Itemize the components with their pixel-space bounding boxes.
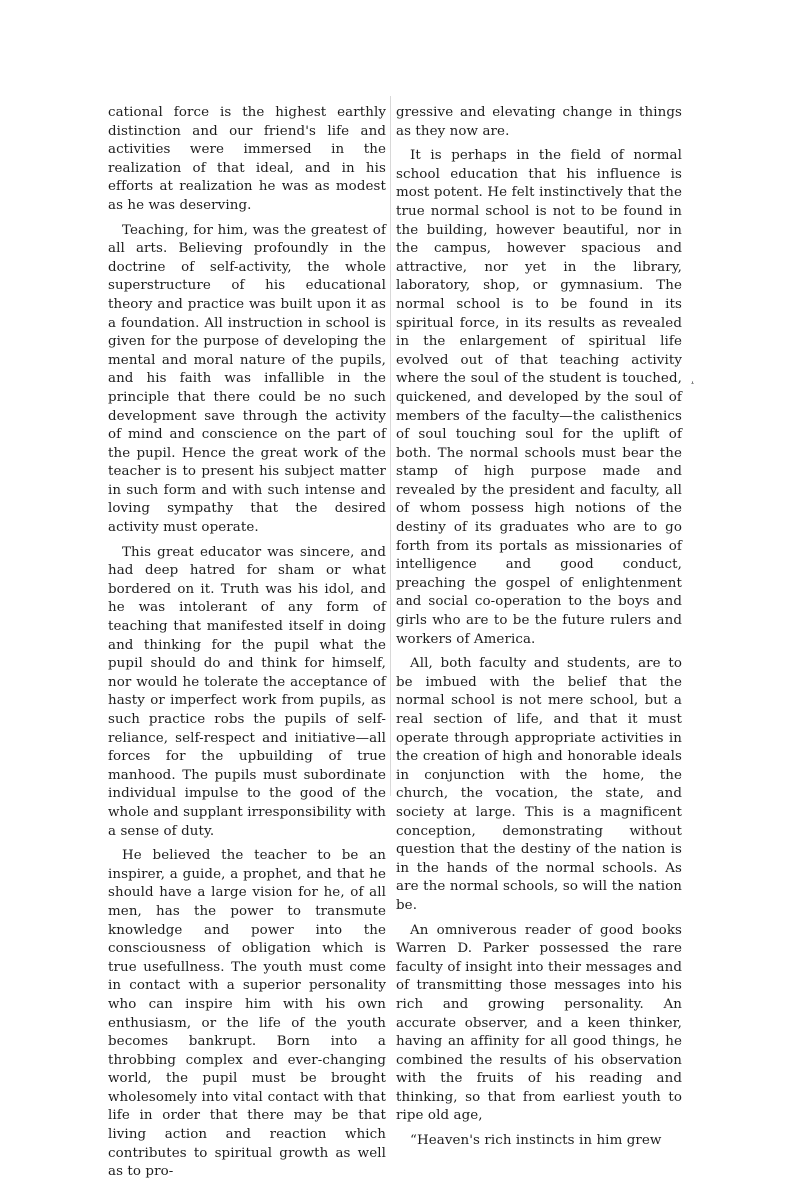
left-paragraph-2: Teaching, for him, was the greatest of all arts. Believing profoundly in the doctrine of self-activity, the whole superstructure of his educational theory and practice was built upon it as a foundation. All instruction in school is given for the purpose of developing the mental and moral nature of the pupils, and his faith was infallible in the principle that there could be no such development save through the activity of mind and conscience on the part of the pupil. Hence the great work of the teacher is to present his subject matter in such form and with such intense and loving sympathy that the desired activity must operate. xyxy=(108,222,386,536)
right-paragraph-2: It is perhaps in the field of normal school education that his influence is most potent. He felt instinctively that the true normal school is not to be found in the building, however beautiful, nor in the campus, however spacious and attractive, nor yet in the library, laboratory, shop, or gymnasium. The normal school is to be found in its spiritual force, in its results as revealed in the enlargement of spiritual life evolved out of that teaching activity where the soul of the student is touched, quickened, and developed by the soul of members of the faculty—the calisthenics of soul touching soul for the uplift of both. The normal schools must bear the stamp of high purpose made and revealed by the president and faculty, all of whom possess high notions of the destiny of its graduates who are to go forth from its portals as missionaries of intelligence and good conduct, preaching the gospel of enlightenment and social co-operation to the boys and girls who are to be the future rulers and workers of America. xyxy=(396,148,682,647)
right-column xyxy=(396,104,682,1157)
column-divider xyxy=(390,96,391,796)
left-column xyxy=(108,104,386,1188)
right-paragraph-5: “Heaven's rich instincts in him grew xyxy=(410,1133,662,1149)
left-paragraph-3: This great educator was sincere, and had deep hatred for sham or what bordered on it. Truth was his idol, and he was intolerant of any form of teaching that manifested itself in doing and thinking for the pupil what the pupil should do and think for himself, nor would he tolerate the acceptance of hasty or imperfect work from pupils, as such practice robs the pupils of self-reliance, self-respect and initiative—all forces for the upbuilding of true manhood. The pupils must subordinate individual impulse to the good of the whole and supplant irresponsibility with a sense of duty. xyxy=(108,544,386,839)
right-paragraph-3: All, both faculty and students, are to be imbued with the belief that the normal school is not mere school, but a real section of life, and that it must operate through appropriate activities in the creation of high and honorable ideals in conjunction with the home, the church, the vocation, the state, and society at large. This is a magnificent conception, demonstrating without question that the destiny of the nation is in the hands of the normal schools. As are the normal schools, so will the nation be. xyxy=(396,656,682,913)
left-paragraph-1: cational force is the highest earthly distinction and our friend's life and activities were immersed in the realization of that ideal, and in his efforts at realization he was as modest as he was deserving. xyxy=(108,105,386,213)
right-paragraph-4: An omniverous reader of good books Warren D. Parker possessed the rare faculty of insight into their messages and of transmitting those messages into his rich and growing personality. An accurate observer, and a keen thinker, having an affinity for all good things, he combined the results of his observation with the fruits of his reading and thinking, so that from earliest youth to ripe old age, xyxy=(396,922,682,1124)
left-paragraph-4: He believed the teacher to be an inspirer, a guide, a prophet, and that he should have a large vision for he, of all men, has the power to transmute knowledge and power into the consciousness of obligation which is true usefullness. The youth must come in contact with a superior personality who can inspire him with his own enthusiasm, or the life of the youth becomes bankrupt. Born into a throbbing complex and ever-changing world, the pupil must be brought wholesomely into vital contact with that life in order that there may be that living action and reaction which contributes to spiritual growth as well as to pro- xyxy=(108,848,386,1180)
right-paragraph-1: gressive and elevating change in things as they now are. xyxy=(396,105,682,139)
scan-speck: ˔ xyxy=(690,378,695,389)
